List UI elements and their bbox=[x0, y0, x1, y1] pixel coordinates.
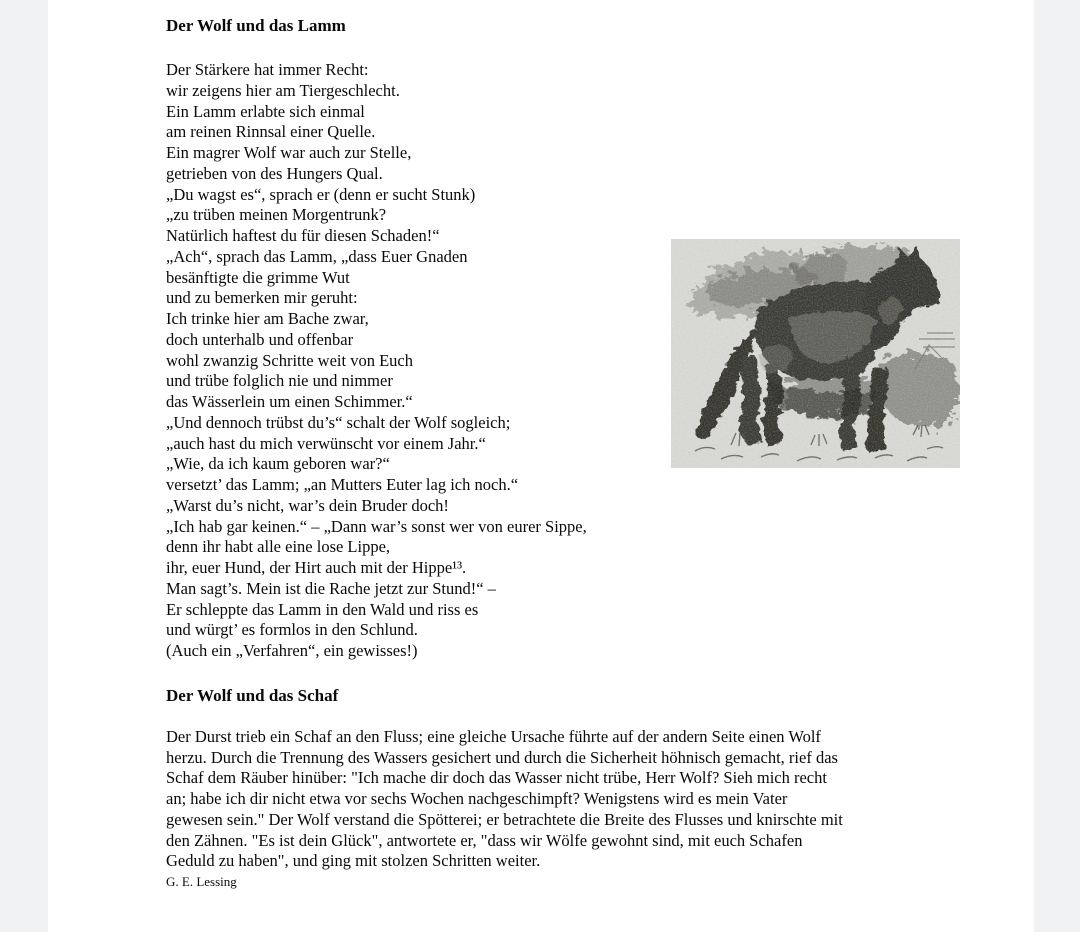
fable-title: Der Wolf und das Schaf bbox=[166, 685, 339, 705]
poem-line: „Und dennoch trübst du’s“ schalt der Wolf sogleich; bbox=[166, 412, 511, 432]
poem-line: Der Stärkere hat immer Recht: bbox=[166, 60, 369, 79]
poem-line: wohl zwanzig Schritte weit von Euch bbox=[166, 350, 413, 370]
poem-line: besänftigte die grimme Wut bbox=[166, 267, 350, 287]
poem-line: Ein magrer Wolf war auch zur Stelle, bbox=[166, 143, 412, 162]
poem-line: getrieben von des Hungers Qual. bbox=[166, 163, 383, 183]
poem-line: ihr, euer Hund, der Hirt auch mit der Hippe¹³. bbox=[166, 558, 467, 577]
poem-line: Natürlich haftest du für diesen Schaden!“ bbox=[166, 226, 440, 245]
poem-line: versetzt’ das Lamm; „an Mutters Euter lag ich noch.“ bbox=[166, 475, 519, 494]
poem-line: und trübe folglich nie und nimmer bbox=[166, 371, 393, 391]
poem-line: „Ich hab gar keinen.“ – „Dann war’s sonst wer von eurer Sippe, bbox=[166, 516, 587, 536]
poem-line: Er schleppte das Lamm in den Wald und riss es bbox=[166, 599, 479, 619]
poem-line: „Warst du’s nicht, war’s dein Bruder doch! bbox=[166, 495, 449, 515]
poem-line: und würgt’ es formlos in den Schlund. bbox=[166, 620, 418, 640]
prose-line: herzu. Durch die Trennung des Wassers gesichert und durch die Sicherheit höhnisch gemacht, rief das bbox=[166, 747, 838, 767]
prose-line: an; habe ich dir nicht etwa vor sechs Wochen nachgeschimpft? Wenigstens wird es mein Vater bbox=[166, 789, 788, 808]
poem-line: Man sagt’s. Mein ist die Rache jetzt zur Stund!“ – bbox=[166, 578, 496, 598]
poem-line: „Wie, da ich kaum geboren war?“ bbox=[166, 454, 390, 474]
poem-line: und zu bemerken mir geruht: bbox=[166, 288, 358, 308]
poem-line: doch unterhalb und offenbar bbox=[166, 329, 354, 349]
poem-line: „Ach“, sprach das Lamm, „dass Euer Gnaden bbox=[166, 246, 468, 266]
prose-line: den Zähnen. "Es ist dein Glück", antwortete er, "dass wir Wölfe gewohnt sind, mit euch Schafen bbox=[166, 830, 803, 850]
prose-line: gewesen sein." Der Wolf verstand die Spötterei; er betrachtete die Breite des Flusses und knirschte mit bbox=[166, 809, 843, 829]
fable-body bbox=[166, 727, 936, 872]
poem-line: „Du wagst es“, sprach er (denn er sucht Stunk) bbox=[166, 184, 476, 204]
poem-line: denn ihr habt alle eine lose Lippe, bbox=[166, 537, 391, 557]
poem-line: „zu trüben meinen Morgentrunk? bbox=[166, 205, 387, 225]
poem-title: Der Wolf und das Lamm bbox=[166, 16, 346, 35]
grain-shadow-overlay bbox=[671, 239, 960, 468]
poem-line: das Wässerlein um einen Schimmer.“ bbox=[166, 392, 413, 411]
poem-line: wir zeigens hier am Tiergeschlecht. bbox=[166, 80, 400, 100]
prose-line: Der Durst trieb ein Schaf an den Fluss; eine gleiche Ursache führte auf der andern Seite einen Wolf bbox=[166, 726, 821, 746]
prose-line: Geduld zu haben", und ging mit stolzen Schritten weiter. bbox=[166, 851, 541, 871]
poem-line: Ein Lamm erlabte sich einmal bbox=[166, 101, 365, 121]
author-name: G. E. Lessing bbox=[166, 874, 237, 889]
wolf-engraving-svg bbox=[671, 239, 960, 468]
wolf-illustration bbox=[671, 239, 960, 468]
poem-line: Ich trinke hier am Bache zwar, bbox=[166, 309, 369, 328]
document-page bbox=[48, 0, 1034, 932]
poem-line: am reinen Rinnsal einer Quelle. bbox=[166, 122, 376, 142]
poem-line: „auch hast du mich verwünscht vor einem Jahr.“ bbox=[166, 433, 486, 453]
prose-line: Schaf dem Räuber hinüber: "Ich mache dir doch das Wasser nicht trübe, Herr Wolf? Sieh mich recht bbox=[166, 768, 827, 788]
poem-line: (Auch ein „Verfahren“, ein gewisses!) bbox=[166, 641, 418, 660]
